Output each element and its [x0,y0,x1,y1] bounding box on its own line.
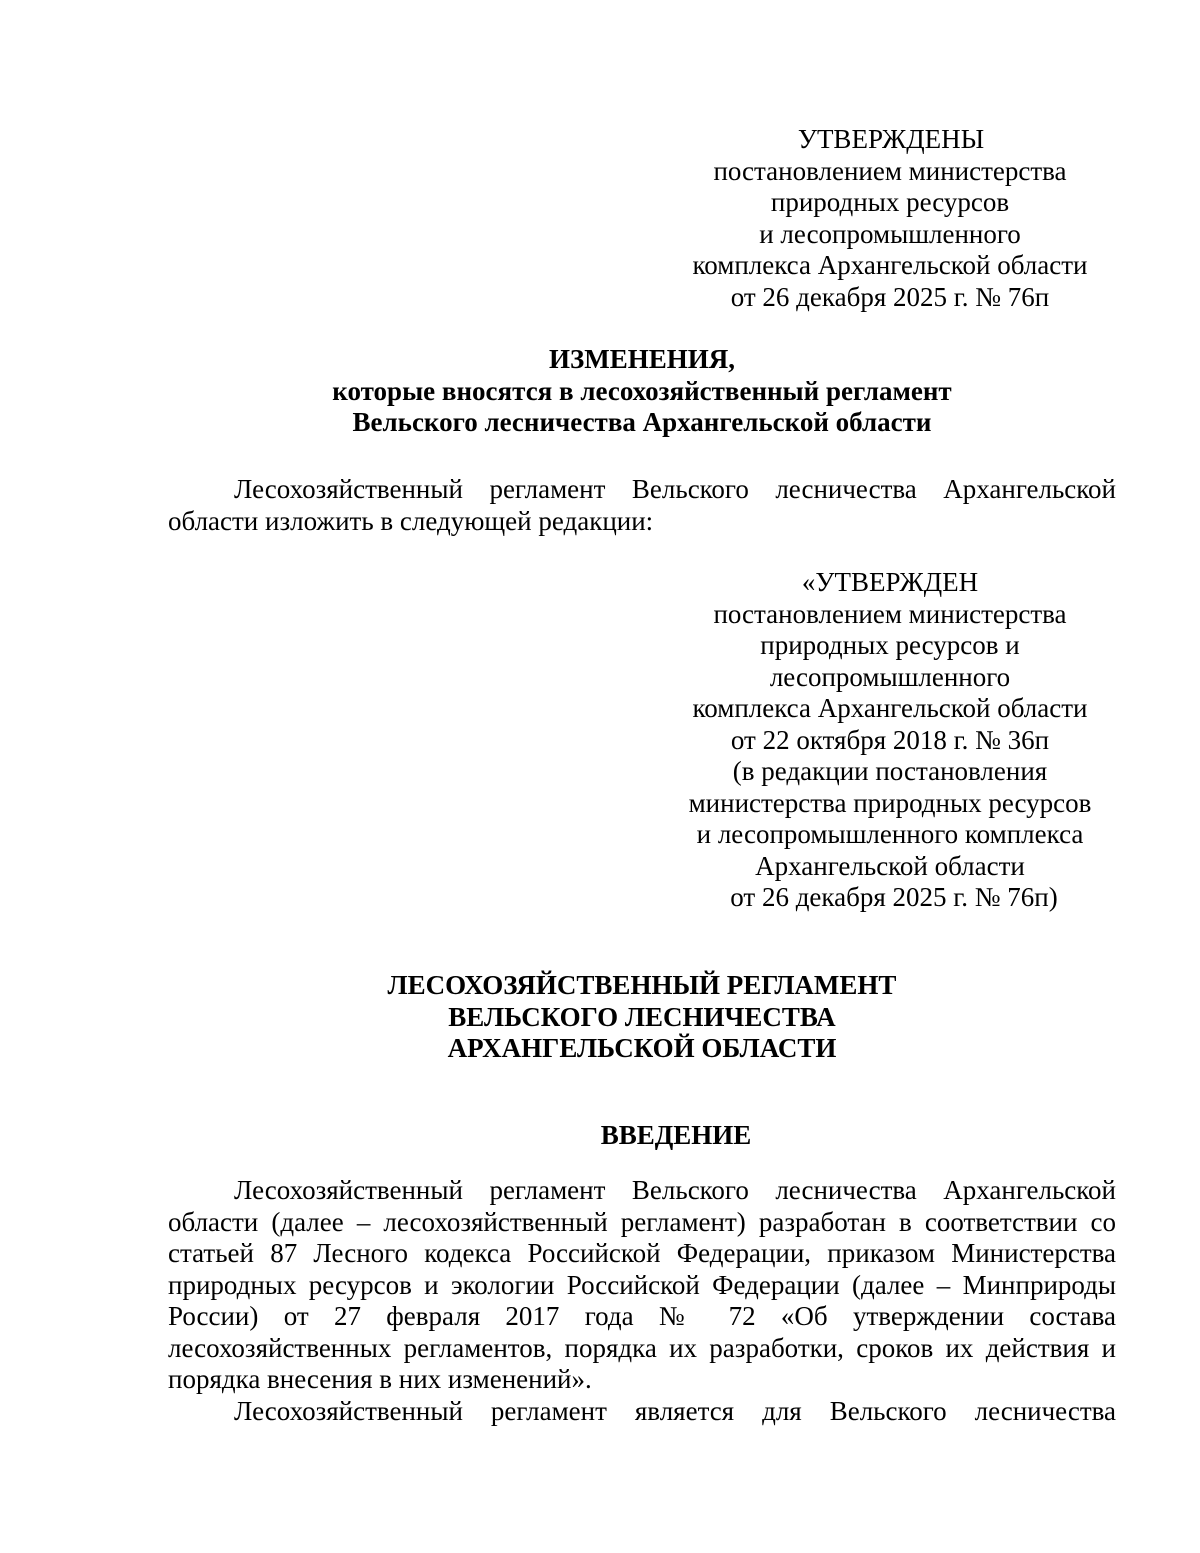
intro-paragraph: Лесохозяйственный регламент Вельского лесничества Архангельской области изложить в следующей редакции: [168,474,1116,536]
regulation-title-line: ВЕЛЬСКОГО ЛЕСНИЧЕСТВА [448,1001,836,1032]
changes-heading [42,344,1200,439]
quoted-approval-stamp [640,567,1140,914]
quoted-stamp-line: лесопромышленного [769,661,1011,692]
approval-stamp-line: природных ресурсов [770,187,1010,217]
approval-stamp-line: и лесопромышленного [759,218,1021,249]
changes-heading-line: которые вносятся в лесохозяйственный регламент [332,375,952,406]
quoted-stamp-line: комплекса Архангельской области [692,693,1088,723]
quoted-stamp-line: и лесопромышленного комплекса [696,819,1084,849]
body-paragraph: Лесохозяйственный регламент Вельского лесничества Архангельской области (далее – лесохозяйственный регламент) разработан в соответствии со статьей 87 Лесного кодекса Российской Федерации, приказом Министерства природных ресурсов и экологии Российской Федерации (далее – Минприроды России) от 27 февраля 2017 года № 72 «Об утверждении состава лесохозяйственных регламентов, порядка их разработки, сроков их действия и порядка внесения в них изменений». [168,1175,1116,1394]
approval-stamp-line: УТВЕРЖДЕНЫ [797,124,985,154]
approval-stamp-line: от 26 декабря 2025 г. № 76п [730,281,1050,312]
quoted-stamp-line: «УТВЕРЖДЕН [801,567,979,597]
introduction-heading: ВВЕДЕНИЕ [600,1120,752,1150]
approval-stamp-line: постановлением министерства [713,155,1067,186]
approval-stamp-line: комплекса Архангельской области [692,250,1088,280]
regulation-title-line: АРХАНГЕЛЬСКОЙ ОБЛАСТИ [447,1033,837,1063]
changes-heading-line: Вельского лесничества Архангельской области [352,407,932,437]
quoted-stamp-line: постановлением министерства [713,598,1067,629]
changes-heading-line: ИЗМЕНЕНИЯ, [548,344,735,374]
regulation-title [42,970,1200,1065]
quoted-stamp-line: (в редакции постановления [732,756,1048,786]
body-paragraph: Лесохозяйственный регламент является для Вельского лесничества [234,1396,1116,1426]
quoted-stamp-line: Архангельской области [755,850,1025,881]
quoted-stamp-line: от 26 декабря 2025 г. № 76п) [730,882,1058,912]
regulation-title-line: ЛЕСОХОЗЯЙСТВЕННЫЙ РЕГЛАМЕНТ [387,970,897,1000]
quoted-stamp-line: природных ресурсов и [760,630,1020,660]
quoted-stamp-line: министерства природных ресурсов [688,787,1092,818]
quoted-stamp-line: от 22 октября 2018 г. № 36п [730,724,1050,755]
approval-stamp [640,124,1140,313]
